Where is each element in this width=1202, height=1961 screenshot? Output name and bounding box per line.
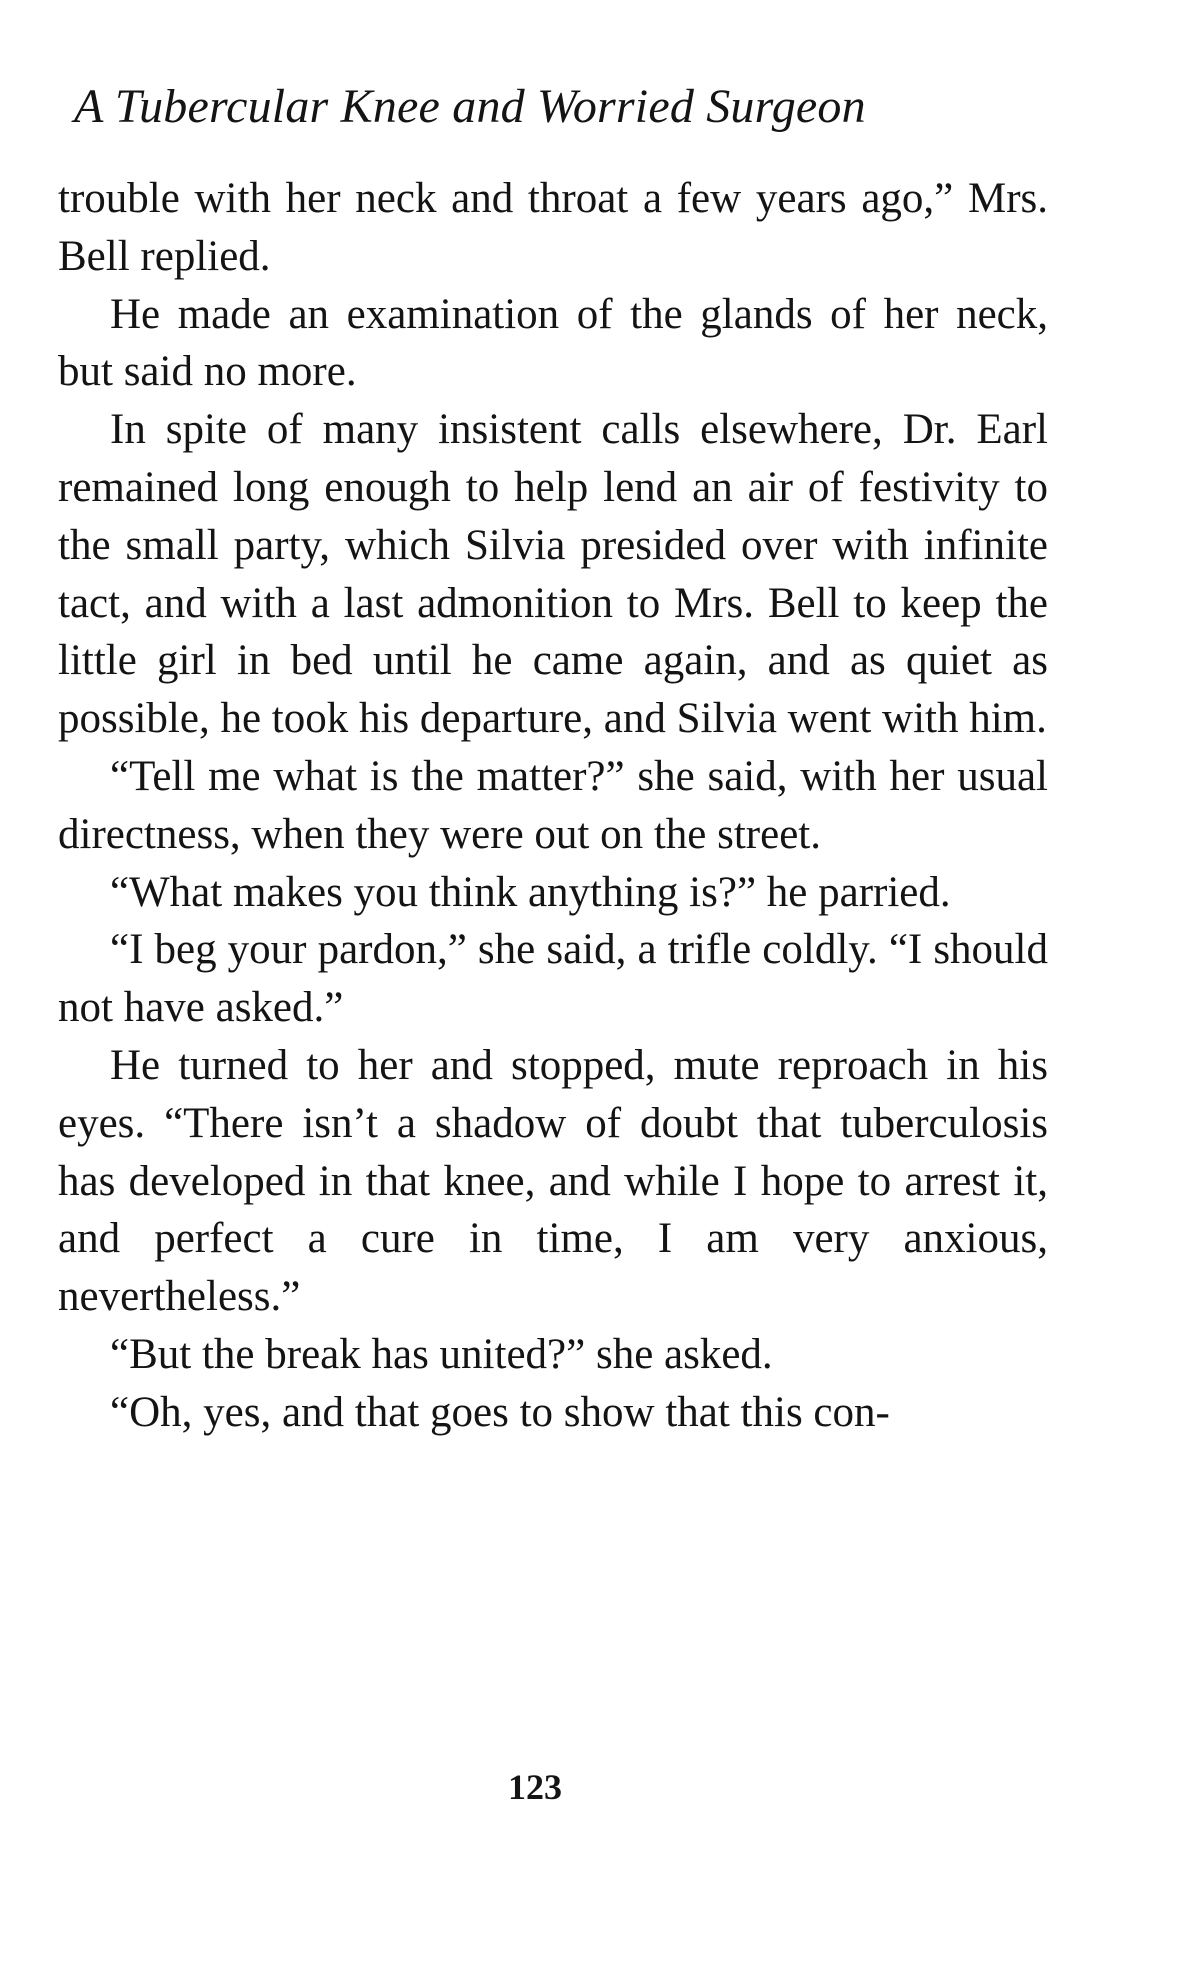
running-head: A Tubercular Knee and Worried Surgeon — [74, 80, 866, 133]
paragraph: He turned to her and stopped, mute reproach in his eyes. “There isn’t a shadow of doubt that tuberculosis has developed in that knee, and while I hope to arrest it, and perfect a cure in time, I am very anxious, nevertheless.” — [58, 1041, 1048, 1321]
paragraph: “I beg your pardon,” she said, a trifle coldly. “I should not have asked.” — [58, 926, 1048, 1032]
paragraph: “Oh, yes, and that goes to show that this con- — [110, 1388, 890, 1436]
paragraph: In spite of many insistent calls elsewhere, Dr. Earl remained long enough to help lend an air of festivity to the small party, which Silvia presided over with infinite tact, and with a last admonition to Mrs. Bell to keep the little girl in bed until he came again, and as quiet as possible, he took his departure, and Silvia went with him. — [58, 406, 1048, 743]
paragraph-continuation: trouble with her neck and throat a few years ago,” Mrs. Bell replied. — [58, 175, 1048, 280]
paragraph: “What makes you think anything is?” he parried. — [110, 868, 951, 916]
page-number: 123 — [508, 1767, 562, 1807]
body-text — [58, 170, 1048, 1442]
paragraph: He made an examination of the glands of her neck, but said no more. — [58, 290, 1048, 396]
paragraph: “Tell me what is the matter?” she said, with her usual directness, when they were out on the street. — [58, 752, 1048, 858]
paragraph: “But the break has united?” she asked. — [110, 1330, 773, 1378]
